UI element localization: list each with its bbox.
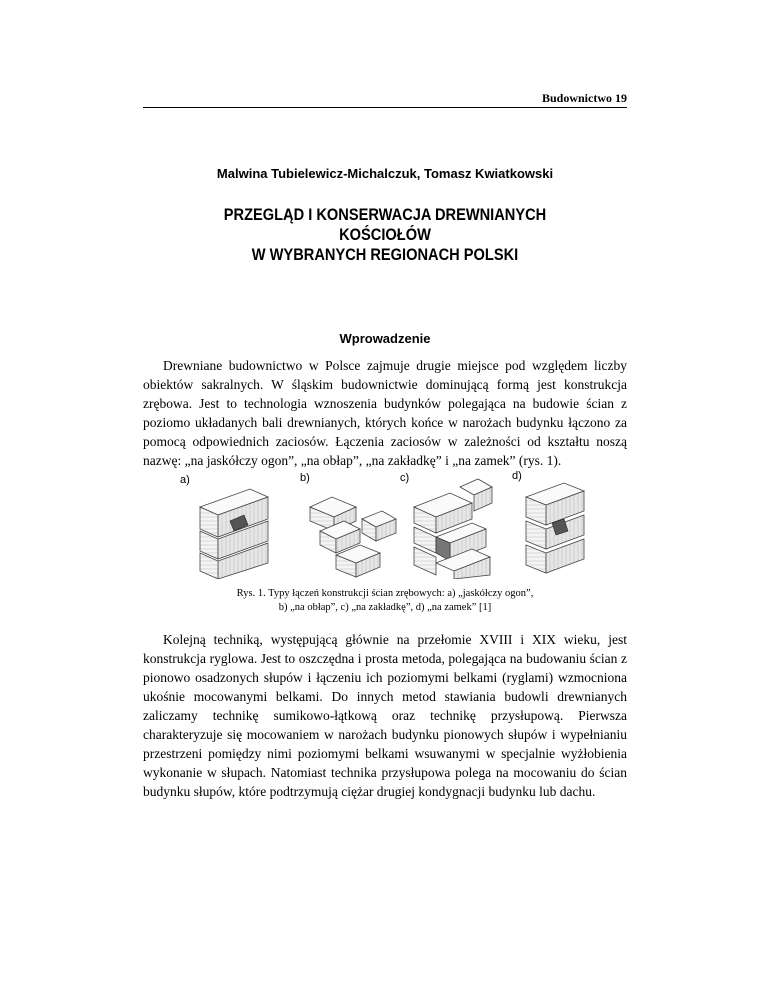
header-rule (143, 107, 627, 108)
joint-a-drawing (180, 474, 268, 579)
running-head: Budownictwo 19 (541, 91, 627, 105)
title-line-1: PRZEGLĄD I KONSERWACJA DREWNIANYCH KOŚCIOŁÓW (223, 205, 547, 244)
figure-caption (143, 587, 627, 615)
joint-b-drawing (300, 472, 396, 577)
figure-joint-types (160, 467, 610, 579)
caption-line-1: Rys. 1. Typy łączeń konstrukcji ścian zrębowych: a) „jaskółczy ogon”, (236, 588, 534, 599)
figure-label-a: a) (180, 474, 190, 486)
joint-d-drawing (512, 470, 584, 573)
caption-line-2: b) „na obłap”, c) „na zakładkę”, d) „na zamek” [1] (278, 602, 492, 613)
title-line-2: W WYBRANYCH REGIONACH POLSKI (251, 245, 519, 264)
paragraph-construction-techniques: Kolejną techniką, występującą głównie na przełomie XVIII i XIX wieku, jest konstrukcja ryglowa. Jest to oszczędna i prosta metoda, polegająca na budowaniu ścian z pionowo osadzonych słupów i łączeniu ich poziomymi belkami (ryglami) wzmocniona ukośnie mocowanymi belkami. Do innych metod stawiania budowli drewnianych zaliczamy technikę sumikowo-łątkową oraz technikę przysłupową. Pierwsza charakteryzuje się mocowaniem w narożach budynku pionowych słupów i wypełnianiu przestrzeni pomiędzy nimi poziomymi belkami wsuwanymi w specjalnie wyżłobienia wykonanie w słupach. Natomiast technika przysłupowa polega na mocowaniu do ścian budynku słupów, które podtrzymują ciężar drugiej kondygnacji budynku lub dachu. (143, 632, 627, 799)
figure-label-c: c) (400, 472, 410, 484)
article-title (177, 205, 593, 265)
paragraph-introduction: Drewniane budownictwo w Polsce zajmuje drugie miejsce pod względem liczby obiektów sakralnych. W śląskim budownictwie dominującą formą jest konstrukcja zrębowa. Jest to technologia wznoszenia budynków polegająca na budowie ścian z poziomo układanych bali drewnianych, których końce w narożach budynku łączono za pomocą odpowiednich zaciosów. Łączenia zaciosów w zależności od kształtu noszą nazwę: „na jaskółczy ogon”, „na obłap”, „na zakładkę” i „na zamek” (rys. 1). (143, 358, 627, 468)
figure-label-d: d) (512, 470, 522, 482)
authors: Malwina Tubielewicz-Michalczuk, Tomasz Kwiatkowski (216, 166, 554, 181)
section-heading: Wprowadzenie (339, 331, 431, 346)
joint-c-drawing (400, 472, 492, 579)
figure-label-b: b) (300, 472, 310, 484)
